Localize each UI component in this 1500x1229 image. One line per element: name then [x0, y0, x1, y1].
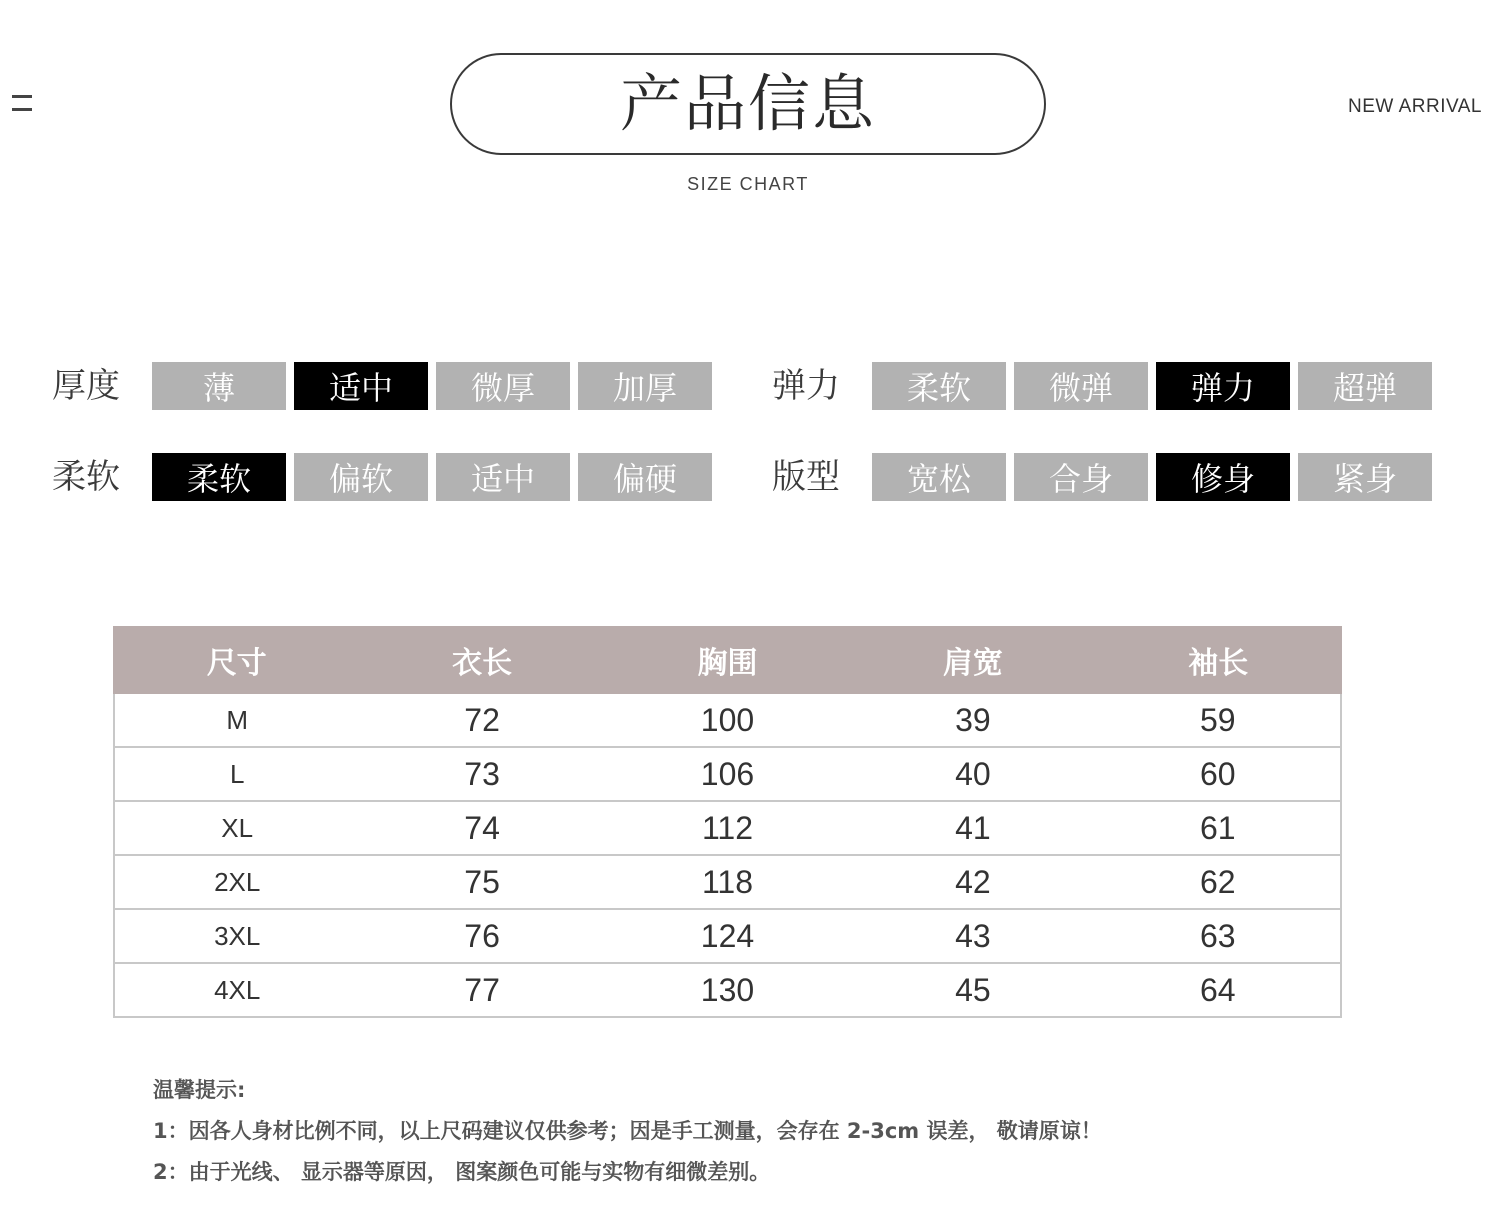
table-cell: 3XL: [114, 909, 359, 963]
attr-thickness: [52, 362, 720, 410]
table-row: [114, 963, 1341, 1017]
table-header-row: [114, 627, 1341, 693]
table-row: [114, 747, 1341, 801]
option-chip: 超弹: [1298, 362, 1432, 410]
header-shoulder: 肩宽: [850, 627, 1095, 693]
header-sleeve: 袖长: [1096, 627, 1341, 693]
option-chip: 微弹: [1014, 362, 1148, 410]
option-chip: 适中: [436, 453, 570, 501]
table-cell: M: [114, 693, 359, 747]
table-row: [114, 801, 1341, 855]
table-cell: 64: [1096, 963, 1341, 1017]
table-cell: 124: [605, 909, 850, 963]
table-cell: 45: [850, 963, 1095, 1017]
option-chip: 修身: [1156, 453, 1290, 501]
table-cell: 75: [359, 855, 604, 909]
option-chip: 柔软: [872, 362, 1006, 410]
table-cell: 2XL: [114, 855, 359, 909]
menu-line: [12, 95, 32, 98]
option-chip: 薄: [152, 362, 286, 410]
table-cell: 72: [359, 693, 604, 747]
table-cell: 77: [359, 963, 604, 1017]
attr-elasticity: [772, 362, 1440, 410]
table-cell: 112: [605, 801, 850, 855]
table-cell: 40: [850, 747, 1095, 801]
option-chip: 弹力: [1156, 362, 1290, 410]
menu-icon[interactable]: [12, 95, 32, 113]
menu-line: [12, 108, 32, 111]
table-row: [114, 909, 1341, 963]
notes-line-2: 2：由于光线、 显示器等原因， 图案颜色可能与实物有细微差别。: [153, 1160, 771, 1184]
table-cell: 59: [1096, 693, 1341, 747]
header-size: 尺寸: [114, 627, 359, 693]
option-chip: 柔软: [152, 453, 286, 501]
new-arrival-badge: NEW ARRIVAL: [1348, 96, 1482, 117]
attr-label: 柔软: [52, 457, 120, 497]
table-cell: 62: [1096, 855, 1341, 909]
table-row: [114, 855, 1341, 909]
attr-softness: [52, 453, 720, 501]
table-cell: 43: [850, 909, 1095, 963]
table-cell: 106: [605, 747, 850, 801]
table-body: [114, 693, 1341, 1017]
attr-fit: [772, 453, 1440, 501]
option-chip: 宽松: [872, 453, 1006, 501]
attr-label: 版型: [772, 457, 840, 497]
table-cell: 39: [850, 693, 1095, 747]
attr-label: 弹力: [772, 366, 840, 406]
notes-line-1: 1：因各人身材比例不同，以上尺码建议仅供参考；因是手工测量，会存在 2-3cm 误差， 敬请原谅！: [153, 1119, 1102, 1143]
notes: [153, 1070, 1102, 1193]
option-chip: 偏软: [294, 453, 428, 501]
table-cell: L: [114, 747, 359, 801]
option-chip: 合身: [1014, 453, 1148, 501]
option-chip: 加厚: [578, 362, 712, 410]
table-cell: 76: [359, 909, 604, 963]
table-cell: 61: [1096, 801, 1341, 855]
notes-title: 温馨提示:: [153, 1078, 246, 1102]
table-cell: 130: [605, 963, 850, 1017]
header-chest: 胸围: [605, 627, 850, 693]
attr-label: 厚度: [52, 366, 120, 406]
page-title: 产品信息: [619, 67, 876, 140]
table-cell: XL: [114, 801, 359, 855]
option-chip: 偏硬: [578, 453, 712, 501]
table-cell: 63: [1096, 909, 1341, 963]
table-cell: 73: [359, 747, 604, 801]
option-chip: 紧身: [1298, 453, 1432, 501]
table-cell: 41: [850, 801, 1095, 855]
table-cell: 60: [1096, 747, 1341, 801]
table-cell: 118: [605, 855, 850, 909]
option-chip: 微厚: [436, 362, 570, 410]
option-chip: 适中: [294, 362, 428, 410]
table-row: [114, 693, 1341, 747]
header-length: 衣长: [359, 627, 604, 693]
title-pill: [450, 53, 1046, 155]
table-cell: 74: [359, 801, 604, 855]
table-cell: 100: [605, 693, 850, 747]
size-chart-table: [113, 626, 1342, 1018]
table-cell: 4XL: [114, 963, 359, 1017]
table-cell: 42: [850, 855, 1095, 909]
page-subtitle: SIZE CHART: [687, 174, 809, 194]
